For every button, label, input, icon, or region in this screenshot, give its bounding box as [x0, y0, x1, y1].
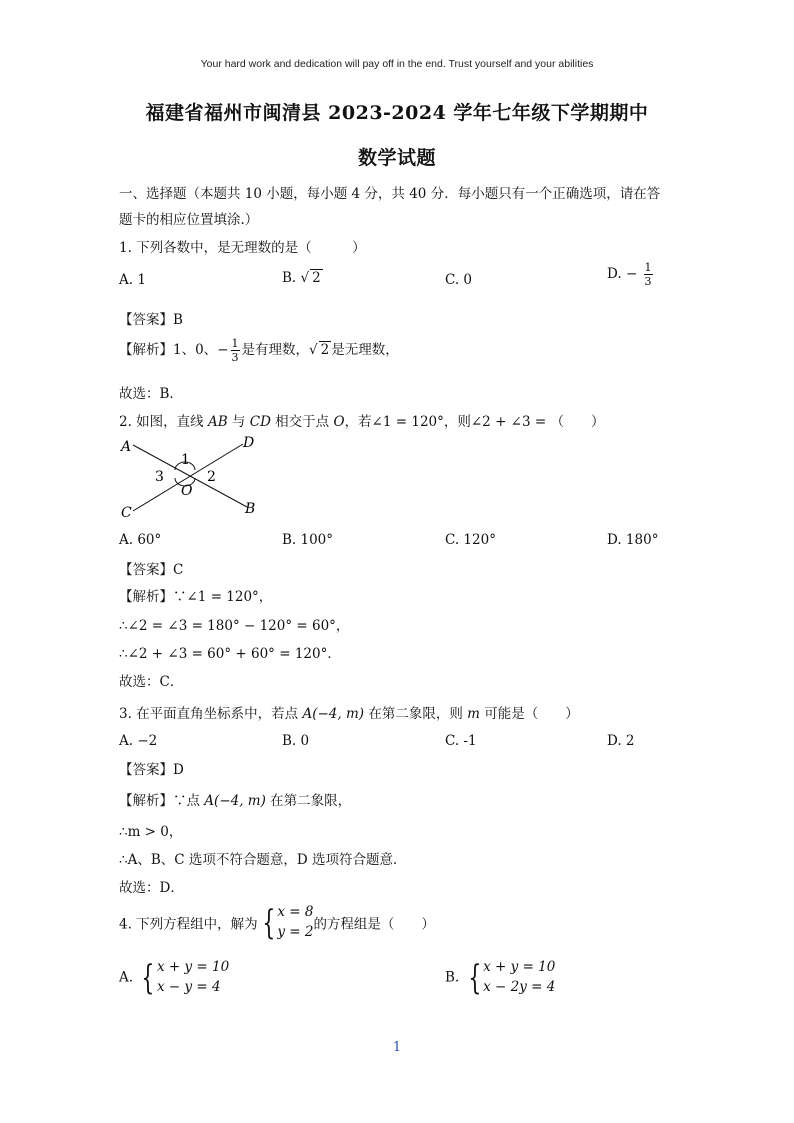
q2-stem [119, 410, 604, 430]
q1-option-a: A. 1 [119, 272, 146, 288]
q4-option-b-eq2: x − 2y = 4 [483, 978, 556, 995]
q1-option-d-label: D. [607, 266, 622, 282]
q2-analysis-1: 【解析】∵∠1 = 120°， [119, 589, 273, 605]
q2-stem-d: ，若∠1 = 120°，则∠2 + ∠3 = （ ） [344, 414, 605, 430]
q1-option-d [607, 262, 655, 287]
q4-option-a-label: A. [119, 969, 134, 986]
q1-option-d-denominator: 3 [644, 275, 652, 288]
left-brace-icon: { [467, 957, 481, 998]
q3-stem [119, 702, 579, 722]
label-angle-2: 2 [207, 469, 216, 485]
q2-stem-a: 2. 如图，直线 [119, 414, 208, 430]
q3-analysis-2: ∴m > 0， [119, 824, 183, 840]
q2-point-o: O [333, 414, 345, 430]
section1-line2: 题卡的相应位置填涂.） [119, 212, 259, 228]
q4-solution-1: x = 8 [277, 904, 314, 920]
q1-stem: 1. 下列各数中，是无理数的是（ ） [119, 240, 366, 256]
q4-option-a [119, 958, 229, 997]
fraction [644, 262, 653, 287]
intersecting-lines-figure [119, 433, 269, 523]
q3-point: A(−4, m) [302, 706, 365, 722]
q2-option-c: C. 120° [445, 532, 496, 548]
label-o: O [181, 483, 193, 499]
q4-option-b-eq1: x + y = 10 [483, 959, 556, 975]
q1-option-b-radicand: 2 [312, 270, 321, 286]
sqrt-symbol: √ 2 [309, 342, 330, 358]
q2-conclusion: 故选：C． [119, 674, 184, 690]
q4-solution-2: y = 2 [277, 923, 314, 940]
q1-analysis-radicand: 2 [320, 342, 330, 358]
q4-option-a-eq1: x + y = 10 [156, 959, 230, 975]
q4-option-a-system [157, 958, 229, 997]
q3-analysis-1-b: 在第二象限， [265, 793, 352, 809]
q3-option-b: B. 0 [282, 733, 310, 749]
q2-option-d: D. 180° [607, 532, 659, 548]
q3-option-d: D. 2 [607, 733, 635, 749]
q2-stem-b: 与 [227, 414, 250, 430]
q1-analysis-text-b: 是有理数， [241, 342, 309, 358]
title-line-1: 福建省福州市闽清县 2023-2024 学年七年级下学期期中 [145, 102, 649, 124]
label-angle-3: 3 [155, 469, 164, 485]
q1-analysis-denominator: 3 [231, 351, 239, 364]
sqrt-symbol: √ 2 [300, 270, 321, 286]
q4-solution-system [277, 903, 313, 942]
left-brace-icon: { [141, 957, 155, 998]
q3-conclusion: 故选：D． [119, 880, 184, 896]
q1-answer: 【答案】B [119, 312, 183, 328]
label-d: D [243, 435, 255, 451]
fraction [231, 338, 240, 363]
q1-option-c: C. 0 [445, 272, 473, 288]
q4-option-b-system [483, 958, 555, 997]
label-a: A [121, 439, 132, 455]
page-header: Your hard work and dedication will pay off in the end. Trust yourself and your abilities [200, 58, 594, 70]
q2-option-a: A. 60° [119, 532, 162, 548]
q2-option-b: B. 100° [282, 532, 334, 548]
section1-line1: 一、选择题（本题共 10 小题，每小题 4 分，共 40 分．每小题只有一个正确选项，请在答 [119, 186, 661, 202]
title-line-2: 数学试题 [357, 147, 436, 169]
q4-stem [119, 903, 435, 942]
q4-option-a-eq2: x − y = 4 [156, 978, 221, 995]
q2-analysis-3: ∴∠2 + ∠3 = 60° + 60° = 120°． [119, 646, 341, 662]
q1-option-b [282, 270, 323, 286]
q1-analysis-text-a: 【解析】1、0、 [119, 342, 218, 358]
q2-line-ab: AB [207, 414, 228, 430]
q3-stem-c: 可能是（ ） [479, 706, 579, 722]
q2-answer: 【答案】C [119, 562, 184, 578]
q3-analysis-3: ∴A、B、C 选项不符合题意，D 选项符合题意． [119, 852, 407, 868]
q2-analysis-2: ∴∠2 = ∠3 = 180° − 120° = 60°， [119, 618, 350, 634]
q1-analysis-text-c: 是无理数， [331, 342, 399, 358]
q4-option-b-label: B. [445, 969, 460, 986]
q4-stem-b: 的方程组是（ ） [313, 916, 435, 933]
q1-option-d-numerator: 1 [644, 261, 652, 274]
q4-option-b [445, 958, 555, 997]
q1-analysis-numerator: 1 [231, 337, 239, 350]
q2-stem-c: 相交于点 [270, 414, 334, 430]
q3-variable-m: m [467, 706, 480, 722]
q1-conclusion: 故选：B． [119, 386, 183, 402]
label-b: B [245, 501, 256, 517]
q1-analysis-sign: − [217, 342, 229, 358]
q3-stem-a: 3. 在平面直角坐标系中，若点 [119, 706, 303, 722]
q1-option-b-label: B. [282, 270, 297, 286]
q1-option-d-sign: − [625, 266, 638, 282]
left-brace-icon: { [262, 902, 275, 943]
label-c: C [121, 505, 132, 521]
q3-analysis-1-a: 【解析】∵点 [119, 793, 205, 809]
q3-analysis-point: A(−4, m) [204, 793, 266, 809]
q3-analysis-1 [119, 789, 351, 809]
q3-option-c: C. -1 [445, 733, 477, 749]
q1-analysis [119, 338, 399, 363]
q2-line-cd: CD [249, 414, 271, 430]
q3-answer: 【答案】D [119, 762, 184, 778]
q3-option-a: A. −2 [119, 733, 158, 749]
label-angle-1: 1 [181, 452, 190, 468]
q4-stem-a: 4. 下列方程组中，解为 [119, 916, 258, 933]
page-number: 1 [392, 1040, 402, 1055]
q3-stem-b: 在第二象限，则 [364, 706, 468, 722]
